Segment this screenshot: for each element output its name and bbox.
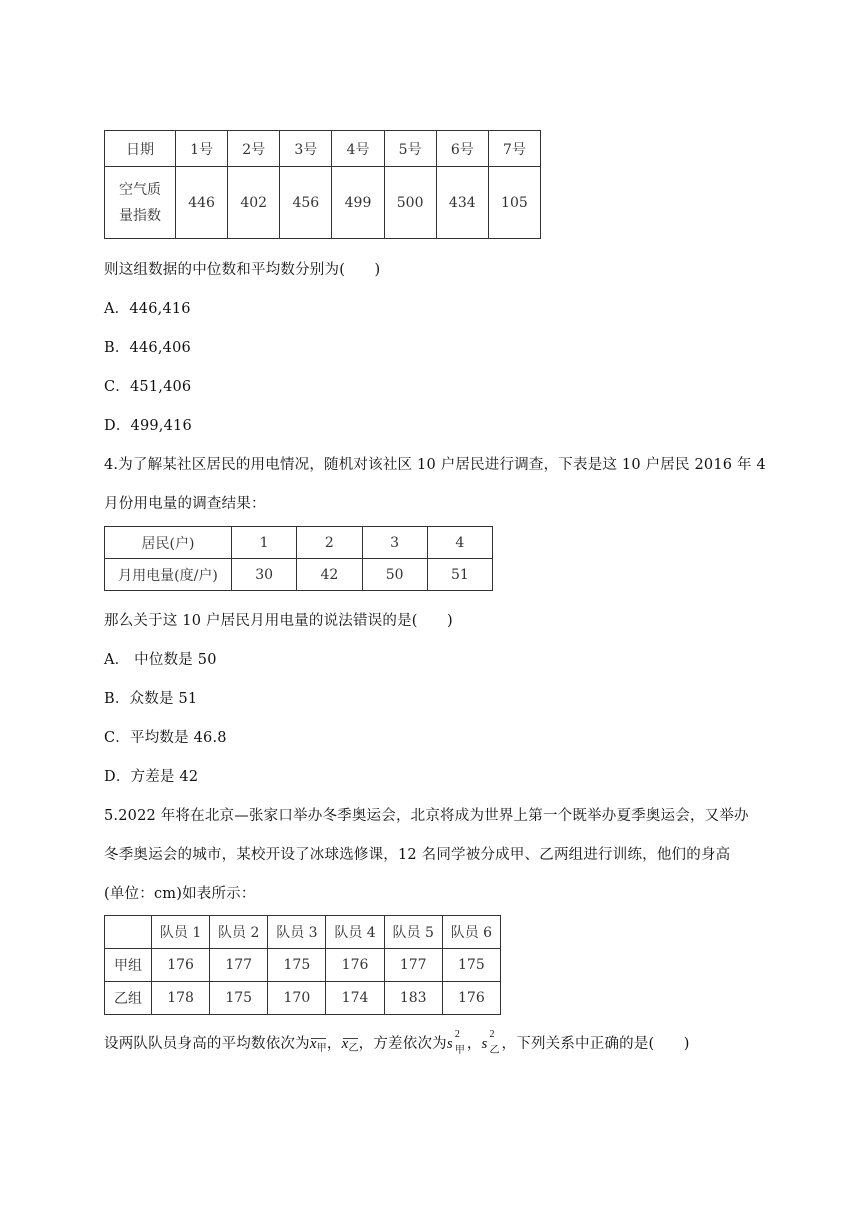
q4-option-a: A． 中位数是 50: [104, 652, 217, 668]
table-cell: 176: [442, 982, 500, 1015]
table-header-cell: 3号: [280, 131, 332, 167]
table-cell: 4: [427, 527, 492, 559]
table-header-cell: 居民(户): [105, 527, 232, 559]
q5-stem-line2: 冬季奥运会的城市，某校开设了冰球选修课，12 名同学被分成甲、乙两组进行训练，他们的身高: [104, 847, 731, 863]
table-cell: 500: [384, 167, 436, 239]
q5-stem-line1: 5.2022 年将在北京—张家口举办冬季奥运会，北京将成为世界上第一个既举办夏季奥运会，又举办: [104, 808, 749, 824]
table-header-cell: 4号: [332, 131, 384, 167]
variance-jia-symbol: [446, 1029, 467, 1056]
table-cell: 176: [326, 949, 384, 982]
table-header-cell: 队员 1: [152, 916, 210, 949]
table-header-cell: 6号: [436, 131, 488, 167]
table-cell: 3: [362, 527, 427, 559]
variance-yi-symbol: [481, 1029, 502, 1056]
q4-stem-line2: 月份用电量的调查结果：: [104, 496, 266, 512]
table-cell: 1: [232, 527, 297, 559]
electricity-table: [104, 526, 493, 591]
q5-question-part1: 设两队队员身高的平均数依次为: [104, 1036, 310, 1052]
separator: ，: [326, 1036, 342, 1052]
table-header-cell: 队员 6: [442, 916, 500, 949]
table-cell: 176: [152, 949, 210, 982]
q4-option-d: D．方差是 42: [104, 769, 199, 785]
table-header-cell: 队员 3: [268, 916, 326, 949]
table-cell: 178: [152, 982, 210, 1015]
table-cell: 175: [268, 949, 326, 982]
table-header-cell: 7号: [488, 131, 540, 167]
table-cell: 183: [384, 982, 442, 1015]
separator: ，: [466, 1036, 482, 1052]
q3-option-b: B．446,406: [104, 340, 191, 356]
table-header-cell: 2号: [228, 131, 280, 167]
q4-question: 那么关于这 10 户居民月用电量的说法错误的是( ): [104, 613, 453, 629]
table-cell: 51: [427, 559, 492, 591]
table-cell: 42: [297, 559, 362, 591]
table-cell: 177: [210, 949, 268, 982]
table-header-cell: 日期: [105, 131, 176, 167]
sub-yi: 乙: [489, 1045, 500, 1056]
row-label-cell: [105, 167, 176, 239]
table-cell: 446: [176, 167, 228, 239]
table-header-cell: 队员 5: [384, 916, 442, 949]
q3-stem: 则这组数据的中位数和平均数分别为( ): [104, 262, 381, 278]
sup-2: 2: [454, 1029, 461, 1040]
height-table: [104, 915, 501, 1015]
row-label-cell: 甲组: [105, 949, 152, 982]
q5-question: [104, 1029, 690, 1056]
sup-2: 2: [489, 1029, 495, 1040]
sub-jia: 甲: [316, 1043, 327, 1054]
table-cell: 170: [268, 982, 326, 1015]
table-cell: 2: [297, 527, 362, 559]
mean-jia-symbol: [310, 1036, 327, 1054]
s-letter: s: [446, 1036, 453, 1052]
table-header-cell: 月用电量(度/户): [105, 559, 232, 591]
table-cell: 105: [488, 167, 540, 239]
sub-yi: 乙: [348, 1043, 359, 1054]
table-cell: 456: [280, 167, 332, 239]
table-cell: 402: [228, 167, 280, 239]
row-label-line: 空气质: [119, 181, 161, 198]
table-header-cell: 队员 2: [210, 916, 268, 949]
table-cell: 175: [442, 949, 500, 982]
q4-option-c: C．平均数是 46.8: [104, 730, 227, 746]
table-header-cell: 队员 4: [326, 916, 384, 949]
q5-question-part2: ，方差依次为: [358, 1036, 447, 1052]
table-cell: 174: [326, 982, 384, 1015]
q5-question-part3: ，下列关系中正确的是( ): [501, 1036, 690, 1052]
table-cell: 434: [436, 167, 488, 239]
air-quality-table: [104, 130, 541, 239]
table-cell: 175: [210, 982, 268, 1015]
table-cell: 50: [362, 559, 427, 591]
q5-stem-line3: (单位：cm)如表所示：: [104, 886, 256, 902]
q4-stem-line1: 4.为了解某社区居民的用电情况，随机对该社区 10 户居民进行调查，下表是这 10 户居民 2016 年 4: [104, 457, 766, 473]
table-header-cell: [105, 916, 152, 949]
row-label-line: 量指数: [119, 207, 161, 224]
table-header-cell: 1号: [176, 131, 228, 167]
q3-option-d: D．499,416: [104, 418, 192, 434]
row-label-cell: 乙组: [105, 982, 152, 1015]
q3-option-a: A．446,416: [104, 301, 191, 317]
mean-yi-symbol: [342, 1036, 359, 1054]
x-letter: x: [341, 1036, 349, 1052]
table-cell: 30: [232, 559, 297, 591]
x-letter: x: [309, 1036, 317, 1052]
table-header-cell: 5号: [384, 131, 436, 167]
s-letter: s: [481, 1036, 488, 1052]
q4-option-b: B．众数是 51: [104, 691, 198, 707]
q3-option-c: C．451,406: [104, 379, 192, 395]
table-cell: 499: [332, 167, 384, 239]
table-cell: 177: [384, 949, 442, 982]
sub-jia: 甲: [454, 1045, 466, 1056]
